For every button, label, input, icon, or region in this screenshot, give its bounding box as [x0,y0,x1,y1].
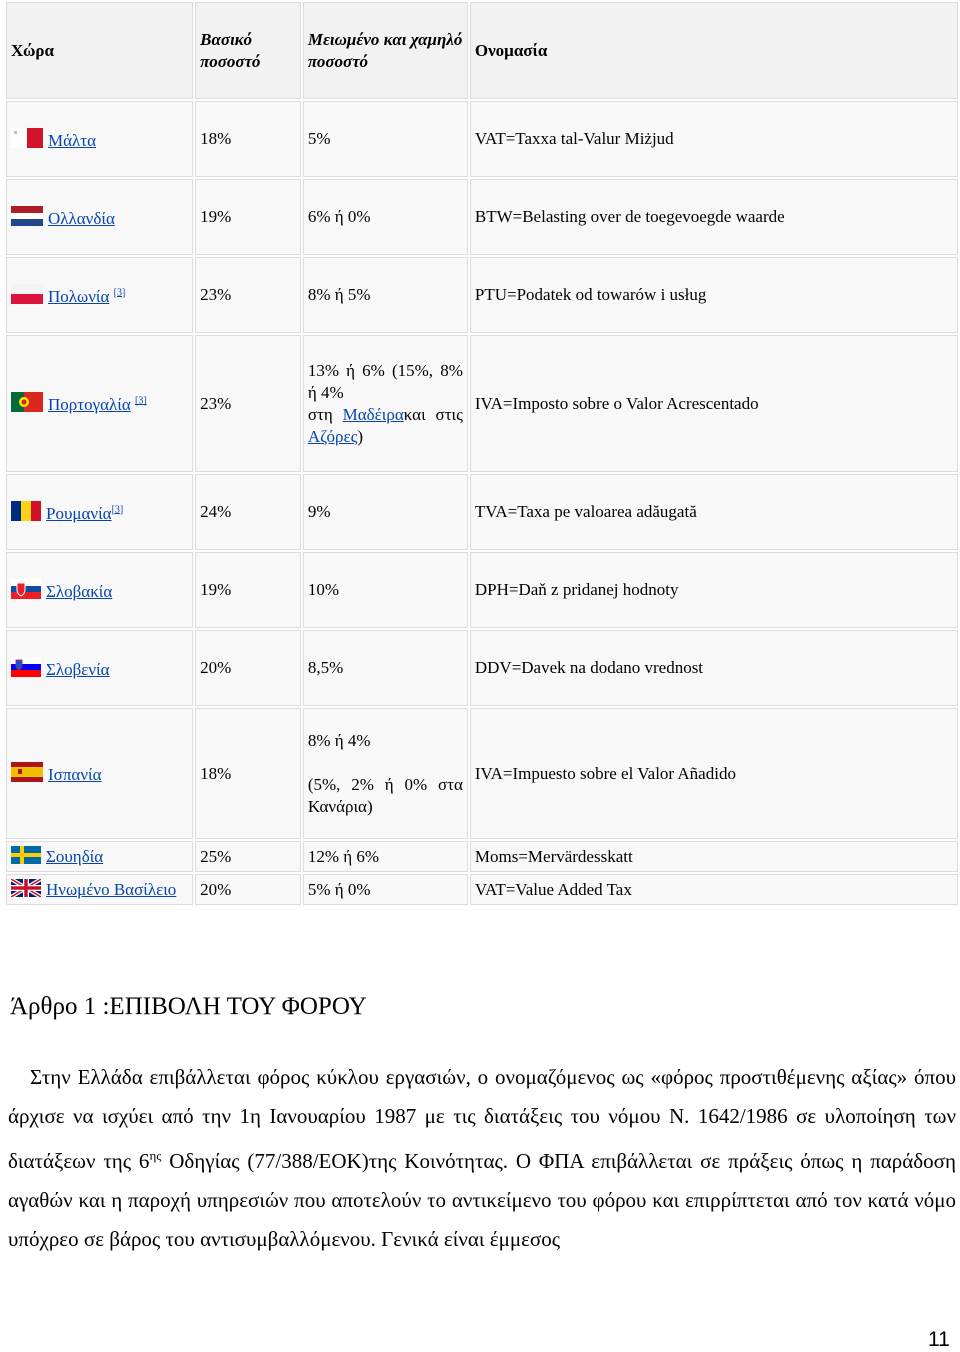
slovakia-flag-icon [11,579,41,599]
country-link[interactable]: Σλοβενία [46,659,110,679]
vat-name-cell: DPH=Daň z pridanej hodnoty [470,552,958,628]
country-cell [6,552,193,628]
reduced-rate-cell: 6% ή 0% [303,179,468,255]
country-link[interactable]: Πολωνία [48,286,110,306]
table-row [6,708,958,839]
vat-name-cell: IVA=Imposto sobre o Valor Acrescentado [470,335,958,472]
paragraph-text: Οδηγίας (77/388/ΕΟΚ)της Κοινότητας. Ο ΦΠΑ επιβάλλεται σε πράξεις όπως η παράδοση αγαθών και η παροχή υπηρεσιών που αποτελούν το αντικείμενο του φόρου και επιρρίπτεται από τον κατά νόμο υπόχρεο σε βάρος του αντισυμβαλλόμενου. Γενικά είναι έμμεσος [8,1149,956,1251]
ordinal-superscript: ης [149,1148,162,1163]
reference-link[interactable]: [3] [111,503,124,515]
vat-name-cell: Moms=Mervärdesskatt [470,841,958,872]
article-heading: Άρθρο 1 :ΕΠΙΒΟΛΗ ΤΟΥ ΦΟΡΟΥ [10,993,367,1020]
standard-rate-cell: 25% [195,841,301,872]
table-row [6,841,958,872]
reduced-rate-cell: 9% [303,474,468,550]
vat-rates-table [4,0,960,907]
country-link[interactable]: Ολλανδία [48,208,115,228]
vat-name-cell: DDV=Davek na dodano vrednost [470,630,958,706]
reduced-rate-cell: 8,5% [303,630,468,706]
country-link[interactable]: Ρουμανία [46,503,112,523]
standard-rate-cell: 19% [195,552,301,628]
standard-rate-cell: 23% [195,257,301,333]
table-row [6,179,958,255]
reference-link[interactable]: [3] [134,395,147,407]
malta-flag-icon [11,128,43,148]
country-cell [6,101,193,177]
vat-name-cell: VAT=Taxxa tal-Valur Miżjud [470,101,958,177]
reduced-rate-text: και στις [403,404,463,424]
country-cell [6,708,193,839]
vat-name-cell: VAT=Value Added Tax [470,874,958,905]
country-cell [6,179,193,255]
standard-rate-cell: 18% [195,101,301,177]
header-reduced-rate: Μειωμένο και χαμηλό ποσοστό [303,2,468,99]
country-cell [6,335,193,472]
netherlands-flag-icon [11,206,43,226]
country-cell [6,841,193,872]
portugal-flag-icon [11,392,43,412]
reduced-rate-cell [303,708,468,839]
reduced-rate-cell: 5% [303,101,468,177]
article-paragraph [8,1058,956,1259]
country-cell [6,257,193,333]
spain-flag-icon [11,762,43,782]
standard-rate-cell: 19% [195,179,301,255]
country-link[interactable]: Ισπανία [48,765,102,784]
standard-rate-cell: 24% [195,474,301,550]
madeira-link[interactable]: Μαδέιρα [342,404,404,424]
uk-flag-icon [11,879,41,897]
header-standard-rate: Βασικό ποσοστό [195,2,301,99]
header-country: Χώρα [6,2,193,99]
slovenia-flag-icon [11,657,41,677]
standard-rate-cell: 18% [195,708,301,839]
table-row [6,474,958,550]
table-header-row [6,2,958,99]
reference-link[interactable]: [3] [113,286,126,298]
country-cell [6,474,193,550]
table-row [6,874,958,905]
reduced-rate-text: (5%, 2% ή 0% στα Κανάρια) [307,774,463,816]
vat-name-cell: TVA=Taxa pe valoarea adăugată [470,474,958,550]
reduced-rate-cell: 5% ή 0% [303,874,468,905]
reduced-rate-text: 8% ή 4% [307,730,371,750]
reduced-rate-text: 13% ή 6% (15%, 8% ή 4% [307,360,463,402]
reduced-rate-cell: 8% ή 5% [303,257,468,333]
reduced-rate-text: ) [357,426,364,446]
reduced-rate-cell: 12% ή 6% [303,841,468,872]
country-link[interactable]: Ηνωμένο Βασίλειο [46,880,177,899]
reduced-rate-cell [303,335,468,472]
vat-name-cell: IVA=Impuesto sobre el Valor Añadido [470,708,958,839]
country-cell [6,630,193,706]
table-row [6,630,958,706]
table-row [6,335,958,472]
table-row [6,257,958,333]
country-link[interactable]: Σουηδία [46,847,104,866]
country-link[interactable]: Μάλτα [48,130,97,150]
standard-rate-cell: 20% [195,874,301,905]
country-link[interactable]: Σλοβακία [46,581,113,601]
vat-name-cell: BTW=Belasting over de toegevoegde waarde [470,179,958,255]
table-row [6,552,958,628]
standard-rate-cell: 20% [195,630,301,706]
reduced-rate-text: στη [307,404,343,424]
page-number: 11 [928,1328,950,1351]
country-cell [6,874,193,905]
standard-rate-cell: 23% [195,335,301,472]
vat-name-cell: PTU=Podatek od towarów i usług [470,257,958,333]
azores-link[interactable]: Αζόρες [307,426,358,446]
table-row [6,101,958,177]
poland-flag-icon [11,284,43,304]
country-link[interactable]: Πορτογαλία [48,395,131,414]
romania-flag-icon [11,501,41,521]
header-name: Ονομασία [470,2,958,99]
sweden-flag-icon [11,846,41,864]
reduced-rate-cell: 10% [303,552,468,628]
paragraph-text: Στην Ελλάδα επιβάλλεται φόρος κύκλου εργασιών, ο ονομαζόμενος ως «φόρος προστιθέμενης αξίας» όπου άρχισε να ισχύει από την 1η Ιανουαρίου 1987 με τις διατάξεις του νόμου Ν. 1642/1986 σε υλοποίηση των διατάξεων της 6 [8,1065,956,1173]
